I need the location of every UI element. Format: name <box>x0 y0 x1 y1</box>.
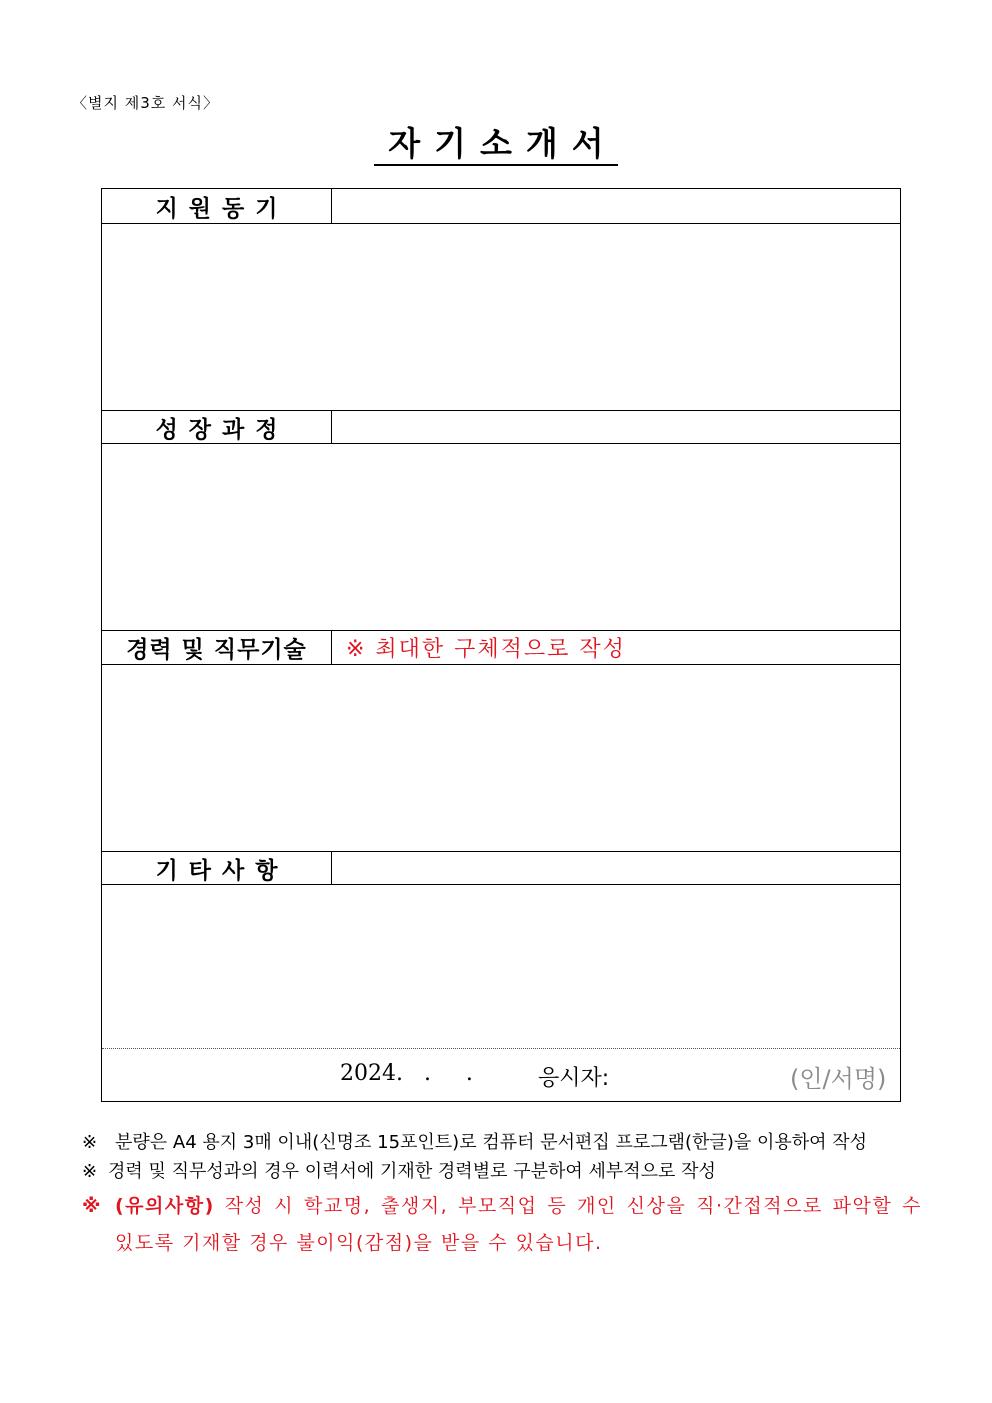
growth-text-area[interactable] <box>102 444 900 631</box>
section-note-career: ※ 최대한 구체적으로 작성 <box>346 637 626 662</box>
applicant-label: 응시자: <box>538 1066 610 1091</box>
document-title: 자기소개서 <box>374 124 617 166</box>
section-header-motivation <box>102 189 900 224</box>
reference-mark-icon: ※ <box>82 1132 98 1153</box>
form-number-label: 〈별지 제3호 서식〉 <box>72 94 220 112</box>
note-text-length: 분량은 A4 용지 3매 이내(신명조 15포인트)로 컴퓨터 문서편집 프로그램(한글)을 이용하여 작성 <box>115 1132 868 1153</box>
section-label-growth: 성장과정 <box>102 411 332 443</box>
note-item-caution <box>82 1188 922 1262</box>
caution-label: (유의사항) <box>115 1195 215 1217</box>
self-introduction-form <box>101 188 901 1102</box>
document-title-wrapper <box>0 124 992 166</box>
section-label-career: 경력 및 직무기술 <box>102 631 332 664</box>
caution-text: 작성 시 학교명, 출생지, 부모직업 등 개인 신상을 직·간접적으로 파악할 수 있도록 기재할 경우 불이익(감점)을 받을 수 있습니다. <box>115 1195 922 1254</box>
section-header-growth <box>102 411 900 444</box>
section-header-career <box>102 631 900 665</box>
signature-date[interactable]: 2024. . . <box>340 1061 473 1086</box>
section-header-other <box>102 852 900 885</box>
signature-row <box>102 1049 900 1101</box>
section-label-motivation: 지원동기 <box>102 189 332 223</box>
note-text-career: 경력 및 직무성과의 경우 이력서에 기재한 경력별로 구분하여 세부적으로 작성 <box>108 1161 716 1182</box>
reference-mark-icon: ※ <box>82 1161 98 1182</box>
seal-signature-placeholder[interactable]: (인/서명) <box>790 1065 887 1093</box>
other-text-area[interactable] <box>102 885 900 1049</box>
note-item-career <box>82 1157 922 1186</box>
motivation-text-area[interactable] <box>102 224 900 411</box>
note-item-length <box>82 1128 922 1157</box>
career-text-area[interactable] <box>102 665 900 852</box>
reference-mark-icon: ※ <box>82 1195 101 1217</box>
instructions-notes <box>82 1128 922 1262</box>
note-text-caution <box>82 1188 922 1262</box>
section-label-other: 기타사항 <box>102 852 332 884</box>
